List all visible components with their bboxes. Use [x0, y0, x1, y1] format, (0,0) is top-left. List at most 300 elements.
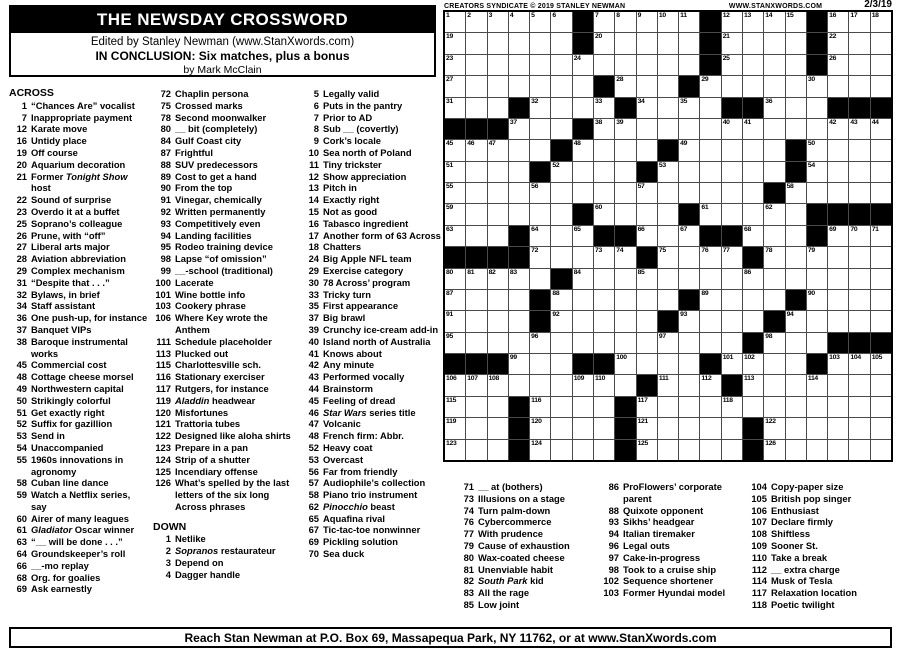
- grid-cell[interactable]: [530, 375, 550, 395]
- grid-cell[interactable]: [445, 33, 465, 53]
- grid-cell[interactable]: [722, 183, 742, 203]
- grid-cell[interactable]: [615, 33, 635, 53]
- grid-cell[interactable]: [722, 440, 742, 460]
- grid-cell[interactable]: [573, 440, 593, 460]
- grid-cell[interactable]: [764, 397, 784, 417]
- grid-cell[interactable]: [637, 204, 657, 224]
- grid-cell[interactable]: [615, 140, 635, 160]
- grid-cell[interactable]: [679, 119, 699, 139]
- grid-cell[interactable]: [764, 290, 784, 310]
- grid-cell[interactable]: [637, 440, 657, 460]
- grid-cell[interactable]: [700, 140, 720, 160]
- grid-cell[interactable]: [828, 140, 848, 160]
- grid-cell[interactable]: [615, 333, 635, 353]
- grid-cell[interactable]: [743, 76, 763, 96]
- grid-cell[interactable]: [551, 119, 571, 139]
- grid-cell[interactable]: [445, 204, 465, 224]
- grid-cell[interactable]: [509, 55, 529, 75]
- grid-cell[interactable]: [807, 440, 827, 460]
- grid-cell[interactable]: [658, 226, 678, 246]
- grid-cell[interactable]: [871, 140, 891, 160]
- grid-cell[interactable]: [849, 354, 869, 374]
- grid-cell[interactable]: [509, 76, 529, 96]
- grid-cell[interactable]: [530, 183, 550, 203]
- grid-cell[interactable]: [509, 12, 529, 32]
- grid-cell[interactable]: [679, 333, 699, 353]
- grid-cell[interactable]: [637, 290, 657, 310]
- grid-cell[interactable]: [807, 76, 827, 96]
- grid-cell[interactable]: [509, 311, 529, 331]
- grid-cell[interactable]: [594, 140, 614, 160]
- grid-cell[interactable]: [615, 119, 635, 139]
- grid-cell[interactable]: [658, 162, 678, 182]
- grid-cell[interactable]: [786, 247, 806, 267]
- grid-cell[interactable]: [488, 183, 508, 203]
- grid-cell[interactable]: [509, 33, 529, 53]
- grid-cell[interactable]: [658, 290, 678, 310]
- grid-cell[interactable]: [722, 76, 742, 96]
- grid-cell[interactable]: [530, 269, 550, 289]
- grid-cell[interactable]: [743, 12, 763, 32]
- grid-cell[interactable]: [786, 76, 806, 96]
- grid-cell[interactable]: [466, 162, 486, 182]
- grid-cell[interactable]: [679, 375, 699, 395]
- grid-cell[interactable]: [637, 311, 657, 331]
- grid-cell[interactable]: [849, 33, 869, 53]
- grid-cell[interactable]: [594, 247, 614, 267]
- grid-cell[interactable]: [722, 55, 742, 75]
- grid-cell[interactable]: [594, 375, 614, 395]
- grid-cell[interactable]: [551, 33, 571, 53]
- grid-cell[interactable]: [445, 183, 465, 203]
- grid-cell[interactable]: [509, 204, 529, 224]
- grid-cell[interactable]: [658, 333, 678, 353]
- grid-cell[interactable]: [743, 311, 763, 331]
- grid-cell[interactable]: [445, 76, 465, 96]
- grid-cell[interactable]: [637, 119, 657, 139]
- grid-cell[interactable]: [743, 183, 763, 203]
- grid-cell[interactable]: [658, 12, 678, 32]
- grid-cell[interactable]: [573, 226, 593, 246]
- grid-cell[interactable]: [509, 183, 529, 203]
- grid-cell[interactable]: [807, 98, 827, 118]
- grid-cell[interactable]: [700, 119, 720, 139]
- grid-cell[interactable]: [488, 226, 508, 246]
- grid-cell[interactable]: [807, 247, 827, 267]
- grid-cell[interactable]: [743, 140, 763, 160]
- grid-cell[interactable]: [807, 333, 827, 353]
- grid-cell[interactable]: [551, 98, 571, 118]
- grid-cell[interactable]: [786, 98, 806, 118]
- grid-cell[interactable]: [722, 140, 742, 160]
- grid-cell[interactable]: [466, 311, 486, 331]
- grid-cell[interactable]: [849, 375, 869, 395]
- grid-cell[interactable]: [871, 290, 891, 310]
- grid-cell[interactable]: [679, 311, 699, 331]
- grid-cell[interactable]: [658, 98, 678, 118]
- grid-cell[interactable]: [786, 226, 806, 246]
- grid-cell[interactable]: [807, 162, 827, 182]
- grid-cell[interactable]: [764, 440, 784, 460]
- grid-cell[interactable]: [594, 269, 614, 289]
- grid-cell[interactable]: [637, 33, 657, 53]
- grid-cell[interactable]: [509, 375, 529, 395]
- grid-cell[interactable]: [573, 269, 593, 289]
- grid-cell[interactable]: [722, 204, 742, 224]
- grid-cell[interactable]: [615, 311, 635, 331]
- grid-cell[interactable]: [615, 247, 635, 267]
- grid-cell[interactable]: [594, 311, 614, 331]
- grid-cell[interactable]: [849, 418, 869, 438]
- grid-cell[interactable]: [530, 333, 550, 353]
- grid-cell[interactable]: [466, 12, 486, 32]
- grid-cell[interactable]: [530, 247, 550, 267]
- grid-cell[interactable]: [786, 269, 806, 289]
- grid-cell[interactable]: [679, 269, 699, 289]
- grid-cell[interactable]: [615, 55, 635, 75]
- grid-cell[interactable]: [807, 183, 827, 203]
- grid-cell[interactable]: [530, 76, 550, 96]
- grid-cell[interactable]: [637, 226, 657, 246]
- grid-cell[interactable]: [700, 397, 720, 417]
- grid-cell[interactable]: [828, 162, 848, 182]
- grid-cell[interactable]: [764, 375, 784, 395]
- grid-cell[interactable]: [743, 397, 763, 417]
- grid-cell[interactable]: [807, 290, 827, 310]
- grid-cell[interactable]: [445, 418, 465, 438]
- grid-cell[interactable]: [849, 55, 869, 75]
- grid-cell[interactable]: [573, 290, 593, 310]
- grid-cell[interactable]: [466, 183, 486, 203]
- grid-cell[interactable]: [615, 183, 635, 203]
- grid-cell[interactable]: [488, 269, 508, 289]
- grid-cell[interactable]: [786, 311, 806, 331]
- grid-cell[interactable]: [871, 418, 891, 438]
- grid-cell[interactable]: [573, 76, 593, 96]
- grid-cell[interactable]: [871, 76, 891, 96]
- grid-cell[interactable]: [594, 119, 614, 139]
- grid-cell[interactable]: [679, 55, 699, 75]
- grid-cell[interactable]: [530, 12, 550, 32]
- grid-cell[interactable]: [679, 183, 699, 203]
- grid-cell[interactable]: [594, 98, 614, 118]
- grid-cell[interactable]: [786, 333, 806, 353]
- grid-cell[interactable]: [615, 375, 635, 395]
- grid-cell[interactable]: [871, 269, 891, 289]
- grid-cell[interactable]: [509, 333, 529, 353]
- grid-cell[interactable]: [722, 333, 742, 353]
- grid-cell[interactable]: [658, 440, 678, 460]
- grid-cell[interactable]: [722, 33, 742, 53]
- grid-cell[interactable]: [551, 311, 571, 331]
- grid-cell[interactable]: [594, 162, 614, 182]
- grid-cell[interactable]: [700, 311, 720, 331]
- grid-cell[interactable]: [743, 269, 763, 289]
- grid-cell[interactable]: [849, 183, 869, 203]
- grid-cell[interactable]: [722, 119, 742, 139]
- grid-cell[interactable]: [679, 247, 699, 267]
- grid-cell[interactable]: [594, 204, 614, 224]
- grid-cell[interactable]: [700, 98, 720, 118]
- grid-cell[interactable]: [530, 119, 550, 139]
- grid-cell[interactable]: [466, 140, 486, 160]
- grid-cell[interactable]: [849, 12, 869, 32]
- grid-cell[interactable]: [445, 55, 465, 75]
- grid-cell[interactable]: [828, 55, 848, 75]
- grid-cell[interactable]: [445, 12, 465, 32]
- grid-cell[interactable]: [466, 76, 486, 96]
- grid-cell[interactable]: [637, 55, 657, 75]
- grid-cell[interactable]: [764, 140, 784, 160]
- grid-cell[interactable]: [871, 183, 891, 203]
- grid-cell[interactable]: [786, 12, 806, 32]
- grid-cell[interactable]: [786, 119, 806, 139]
- grid-cell[interactable]: [573, 55, 593, 75]
- grid-cell[interactable]: [573, 375, 593, 395]
- grid-cell[interactable]: [466, 375, 486, 395]
- grid-cell[interactable]: [615, 12, 635, 32]
- grid-cell[interactable]: [551, 204, 571, 224]
- grid-cell[interactable]: [594, 183, 614, 203]
- grid-cell[interactable]: [786, 204, 806, 224]
- grid-cell[interactable]: [828, 33, 848, 53]
- grid-cell[interactable]: [849, 440, 869, 460]
- grid-cell[interactable]: [786, 418, 806, 438]
- grid-cell[interactable]: [615, 269, 635, 289]
- grid-cell[interactable]: [764, 76, 784, 96]
- grid-cell[interactable]: [530, 440, 550, 460]
- grid-cell[interactable]: [637, 397, 657, 417]
- grid-cell[interactable]: [764, 269, 784, 289]
- grid-cell[interactable]: [679, 226, 699, 246]
- grid-cell[interactable]: [573, 418, 593, 438]
- grid-cell[interactable]: [722, 354, 742, 374]
- grid-cell[interactable]: [764, 55, 784, 75]
- grid-cell[interactable]: [700, 440, 720, 460]
- grid-cell[interactable]: [466, 33, 486, 53]
- grid-cell[interactable]: [807, 418, 827, 438]
- grid-cell[interactable]: [849, 311, 869, 331]
- grid-cell[interactable]: [849, 269, 869, 289]
- grid-cell[interactable]: [700, 333, 720, 353]
- grid-cell[interactable]: [530, 140, 550, 160]
- grid-cell[interactable]: [722, 397, 742, 417]
- grid-cell[interactable]: [743, 119, 763, 139]
- grid-cell[interactable]: [764, 12, 784, 32]
- grid-cell[interactable]: [615, 162, 635, 182]
- grid-cell[interactable]: [551, 397, 571, 417]
- grid-cell[interactable]: [530, 226, 550, 246]
- grid-cell[interactable]: [594, 418, 614, 438]
- grid-cell[interactable]: [722, 269, 742, 289]
- grid-cell[interactable]: [828, 226, 848, 246]
- grid-cell[interactable]: [445, 98, 465, 118]
- grid-cell[interactable]: [637, 418, 657, 438]
- grid-cell[interactable]: [466, 440, 486, 460]
- grid-cell[interactable]: [445, 226, 465, 246]
- grid-cell[interactable]: [764, 354, 784, 374]
- grid-cell[interactable]: [445, 397, 465, 417]
- grid-cell[interactable]: [871, 119, 891, 139]
- grid-cell[interactable]: [828, 119, 848, 139]
- grid-cell[interactable]: [786, 397, 806, 417]
- grid-cell[interactable]: [488, 311, 508, 331]
- grid-cell[interactable]: [764, 418, 784, 438]
- grid-cell[interactable]: [700, 418, 720, 438]
- grid-cell[interactable]: [871, 440, 891, 460]
- grid-cell[interactable]: [700, 375, 720, 395]
- grid-cell[interactable]: [828, 375, 848, 395]
- grid-cell[interactable]: [509, 269, 529, 289]
- grid-cell[interactable]: [573, 311, 593, 331]
- grid-cell[interactable]: [849, 397, 869, 417]
- grid-cell[interactable]: [637, 354, 657, 374]
- grid-cell[interactable]: [573, 183, 593, 203]
- grid-cell[interactable]: [573, 98, 593, 118]
- grid-cell[interactable]: [658, 269, 678, 289]
- grid-cell[interactable]: [445, 440, 465, 460]
- grid-cell[interactable]: [488, 397, 508, 417]
- grid-cell[interactable]: [509, 162, 529, 182]
- grid-cell[interactable]: [466, 226, 486, 246]
- grid-cell[interactable]: [658, 55, 678, 75]
- grid-cell[interactable]: [658, 354, 678, 374]
- grid-cell[interactable]: [871, 354, 891, 374]
- grid-cell[interactable]: [573, 397, 593, 417]
- grid-cell[interactable]: [849, 290, 869, 310]
- grid-cell[interactable]: [679, 98, 699, 118]
- grid-cell[interactable]: [509, 290, 529, 310]
- grid-cell[interactable]: [594, 12, 614, 32]
- grid-cell[interactable]: [466, 397, 486, 417]
- grid-cell[interactable]: [488, 33, 508, 53]
- grid-cell[interactable]: [551, 55, 571, 75]
- grid-cell[interactable]: [786, 440, 806, 460]
- grid-cell[interactable]: [743, 375, 763, 395]
- grid-cell[interactable]: [551, 12, 571, 32]
- grid-cell[interactable]: [466, 290, 486, 310]
- grid-cell[interactable]: [700, 290, 720, 310]
- grid-cell[interactable]: [849, 140, 869, 160]
- grid-cell[interactable]: [488, 375, 508, 395]
- grid-cell[interactable]: [871, 55, 891, 75]
- grid-cell[interactable]: [551, 76, 571, 96]
- grid-cell[interactable]: [849, 76, 869, 96]
- grid-cell[interactable]: [764, 226, 784, 246]
- grid-cell[interactable]: [445, 269, 465, 289]
- grid-cell[interactable]: [828, 183, 848, 203]
- grid-cell[interactable]: [551, 162, 571, 182]
- grid-cell[interactable]: [722, 290, 742, 310]
- grid-cell[interactable]: [700, 204, 720, 224]
- grid-cell[interactable]: [658, 204, 678, 224]
- grid-cell[interactable]: [466, 418, 486, 438]
- grid-cell[interactable]: [871, 226, 891, 246]
- grid-cell[interactable]: [679, 33, 699, 53]
- grid-cell[interactable]: [786, 375, 806, 395]
- grid-cell[interactable]: [509, 354, 529, 374]
- grid-cell[interactable]: [509, 140, 529, 160]
- grid-cell[interactable]: [615, 290, 635, 310]
- grid-cell[interactable]: [530, 397, 550, 417]
- grid-cell[interactable]: [530, 354, 550, 374]
- grid-cell[interactable]: [743, 33, 763, 53]
- grid-cell[interactable]: [637, 140, 657, 160]
- grid-cell[interactable]: [786, 55, 806, 75]
- grid-cell[interactable]: [445, 311, 465, 331]
- grid-cell[interactable]: [488, 418, 508, 438]
- grid-cell[interactable]: [743, 354, 763, 374]
- grid-cell[interactable]: [445, 140, 465, 160]
- grid-cell[interactable]: [488, 204, 508, 224]
- grid-cell[interactable]: [658, 247, 678, 267]
- grid-cell[interactable]: [637, 98, 657, 118]
- grid-cell[interactable]: [849, 247, 869, 267]
- grid-cell[interactable]: [679, 162, 699, 182]
- grid-cell[interactable]: [679, 354, 699, 374]
- grid-cell[interactable]: [871, 375, 891, 395]
- grid-cell[interactable]: [658, 33, 678, 53]
- grid-cell[interactable]: [637, 333, 657, 353]
- grid-cell[interactable]: [871, 311, 891, 331]
- grid-cell[interactable]: [722, 12, 742, 32]
- grid-cell[interactable]: [573, 162, 593, 182]
- grid-cell[interactable]: [807, 311, 827, 331]
- grid-cell[interactable]: [573, 140, 593, 160]
- grid-cell[interactable]: [807, 140, 827, 160]
- grid-cell[interactable]: [509, 119, 529, 139]
- grid-cell[interactable]: [679, 140, 699, 160]
- grid-cell[interactable]: [658, 119, 678, 139]
- grid-cell[interactable]: [488, 140, 508, 160]
- grid-cell[interactable]: [828, 247, 848, 267]
- grid-cell[interactable]: [743, 290, 763, 310]
- grid-cell[interactable]: [871, 397, 891, 417]
- grid-cell[interactable]: [764, 247, 784, 267]
- grid-cell[interactable]: [488, 55, 508, 75]
- grid-cell[interactable]: [530, 204, 550, 224]
- grid-cell[interactable]: [551, 440, 571, 460]
- grid-cell[interactable]: [637, 12, 657, 32]
- grid-cell[interactable]: [658, 375, 678, 395]
- grid-cell[interactable]: [679, 440, 699, 460]
- grid-cell[interactable]: [445, 375, 465, 395]
- grid-cell[interactable]: [530, 98, 550, 118]
- grid-cell[interactable]: [807, 397, 827, 417]
- grid-cell[interactable]: [764, 98, 784, 118]
- grid-cell[interactable]: [828, 290, 848, 310]
- grid-cell[interactable]: [658, 183, 678, 203]
- grid-cell[interactable]: [700, 269, 720, 289]
- grid-cell[interactable]: [764, 333, 784, 353]
- grid-cell[interactable]: [551, 183, 571, 203]
- grid-cell[interactable]: [786, 33, 806, 53]
- grid-cell[interactable]: [764, 33, 784, 53]
- grid-cell[interactable]: [871, 33, 891, 53]
- grid-cell[interactable]: [828, 12, 848, 32]
- grid-cell[interactable]: [722, 311, 742, 331]
- grid-cell[interactable]: [807, 119, 827, 139]
- grid-cell[interactable]: [488, 76, 508, 96]
- grid-cell[interactable]: [551, 247, 571, 267]
- grid-cell[interactable]: [466, 98, 486, 118]
- grid-cell[interactable]: [764, 119, 784, 139]
- grid-cell[interactable]: [594, 290, 614, 310]
- grid-cell[interactable]: [573, 247, 593, 267]
- grid-cell[interactable]: [722, 418, 742, 438]
- grid-cell[interactable]: [615, 76, 635, 96]
- grid-cell[interactable]: [488, 290, 508, 310]
